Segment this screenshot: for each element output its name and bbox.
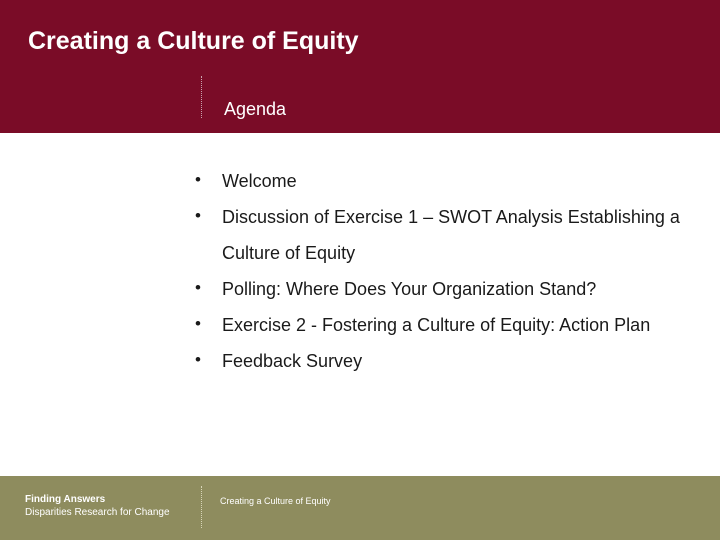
bullet-icon: • xyxy=(195,278,201,297)
bullet-icon: • xyxy=(195,314,201,333)
title-banner xyxy=(0,0,720,133)
org-name: Finding Answers xyxy=(25,494,106,505)
agenda-item-text: Exercise 2 - Fostering a Culture of Equity: Action Plan xyxy=(222,315,651,335)
header-divider xyxy=(201,76,202,118)
agenda-item-text: Discussion of Exercise 1 – SWOT Analysis Establishing a Culture of Equity xyxy=(222,207,680,263)
footer-bar xyxy=(0,476,720,540)
footer-title: Creating a Culture of Equity xyxy=(220,496,331,506)
org-tagline: Disparities Research for Change xyxy=(25,507,170,518)
footer-divider xyxy=(201,486,202,528)
agenda-item-text: Welcome xyxy=(222,171,297,191)
bullet-icon: • xyxy=(195,170,201,189)
slide-subtitle: Agenda xyxy=(224,99,287,119)
slide-title: Creating a Culture of Equity xyxy=(28,27,359,55)
agenda-item-text: Feedback Survey xyxy=(222,351,363,371)
agenda-item-text: Polling: Where Does Your Organization Stand? xyxy=(222,279,597,299)
bullet-icon: • xyxy=(195,206,201,225)
bullet-icon: • xyxy=(195,350,201,369)
